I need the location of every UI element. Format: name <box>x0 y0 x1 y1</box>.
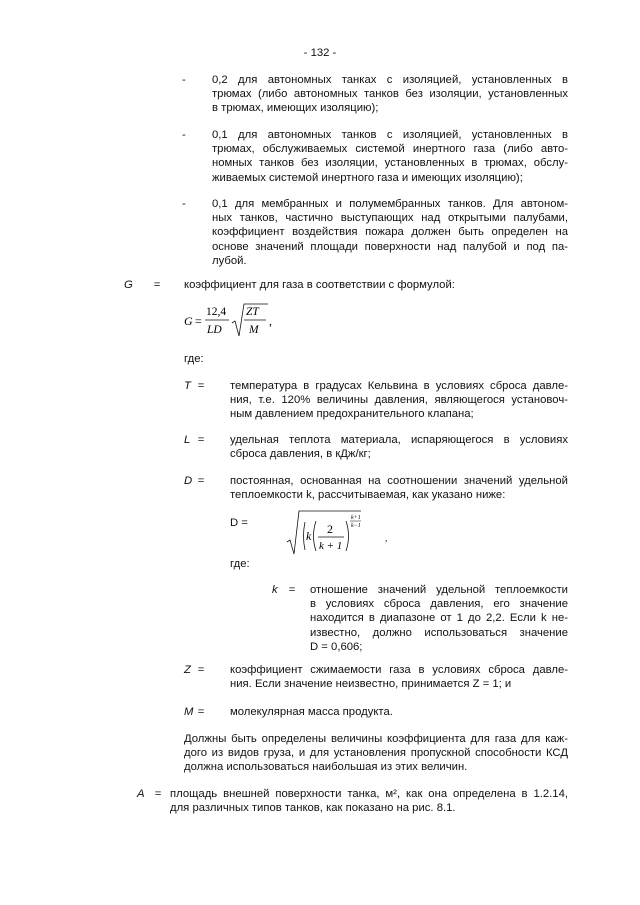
symbol-A: A <box>137 788 145 800</box>
gas-coefficient-formula <box>182 300 292 342</box>
symbol-k: k <box>272 584 278 596</box>
formula-tail: , <box>269 314 272 328</box>
where-label: где: <box>230 558 250 570</box>
formula-equals: = <box>195 314 202 328</box>
exponent-denominator: k−1 <box>351 523 361 529</box>
symbol-G: G <box>124 279 133 291</box>
bullet-item: 0,1 для мембранных и полумембранных танков. Для автоном- ных танков, частично выступающих над открытыми палубами, коэффициент воздействия пожара должен быть определен на основе значений площади поверхности над палубой и под па- лубой. <box>212 198 568 267</box>
symbol-L: L <box>184 434 191 446</box>
equals-sign: = <box>197 475 205 487</box>
k-definition: отношение значений удельной теплоемкости в условиях сброса давления, его значение находится в диапазоне от 1 до 2,2. Если k не- известно, должно использоваться значение D = 0,606; <box>310 584 568 653</box>
Z-definition: коэффициент сжимаемости газа в условиях сброса давле- ния. Если значение неизвестно, принимается Z = 1; и <box>230 664 568 691</box>
bullet-dash: - <box>182 198 186 210</box>
fraction-denominator: LD <box>207 324 222 336</box>
D-definition: постоянная, основанная на соотношении значений удельной теплоемкости k, рассчитываемая, как указано ниже: <box>230 475 568 502</box>
symbol-Z: Z <box>184 664 191 676</box>
fraction-numerator: 2 <box>327 522 333 536</box>
k-symbol: k <box>306 529 312 543</box>
summary-paragraph: Должны быть определены величины коэффициента для газа для каж- дого из видов груза, и для установления пропускной способности КСД должна использоваться наибольшая из этих величин. <box>184 733 568 774</box>
left-bracket <box>304 522 306 550</box>
D-constant-formula <box>286 508 396 558</box>
equals-sign: = <box>197 380 205 392</box>
bullet-item: 0,1 для автономных танков с изоляцией, установленных в трюмах, обслуживаемых системой инертного газа (либо авто- номных танков без изоляции, установленных в трюмах, обслу- живаемых системой инертного газа и имеющих изоляцию); <box>212 129 568 184</box>
equals-sign: = <box>197 664 205 676</box>
where-label: где: <box>184 353 204 365</box>
formula-tail: , <box>385 533 388 543</box>
symbol-T: T <box>184 380 191 392</box>
symbol-M: M <box>184 706 194 718</box>
symbol-D: D <box>184 475 193 487</box>
equals-sign: = <box>197 706 205 718</box>
equals-sign: = <box>288 584 296 596</box>
right-paren <box>346 521 349 551</box>
left-paren <box>314 521 317 551</box>
G-definition: коэффициент для газа в соответствии с формулой: <box>184 279 455 291</box>
bullet-dash: - <box>182 129 186 141</box>
T-definition: температура в градусах Кельвина в условиях сброса давле- ния, т.е. 120% величины давления, являющегося установоч- ным давлением предохранительного клапана; <box>230 380 568 421</box>
exponent-numerator: k+1 <box>351 515 361 521</box>
A-definition: площадь внешней поверхности танка, м², как она определена в 1.2.14, для различных типов танков, как показано на рис. 8.1. <box>170 788 568 815</box>
D-formula-lhs: D = <box>230 517 248 529</box>
M-definition: молекулярная масса продукта. <box>230 706 393 718</box>
equals-sign: = <box>153 279 161 291</box>
fraction-numerator: 12,4 <box>206 306 227 318</box>
equals-sign: = <box>197 434 205 446</box>
sqrt-numerator: ZT <box>246 306 259 318</box>
sqrt-denominator: M <box>249 324 259 336</box>
page-number: - 132 - <box>303 47 337 59</box>
fraction-denominator: k + 1 <box>319 540 343 552</box>
bullet-item: 0,2 для автономных танках с изоляцией, установленных в трюмах (либо автономных танков без изоляции, установленных в трюмах, имеющих изоляцию); <box>212 74 568 115</box>
equals-sign: = <box>154 788 162 800</box>
bullet-dash: - <box>182 74 186 86</box>
formula-lhs: G <box>184 314 193 328</box>
L-definition: удельная теплота материала, испаряющегося в условиях сброса давления, в кДж/кг; <box>230 434 568 461</box>
